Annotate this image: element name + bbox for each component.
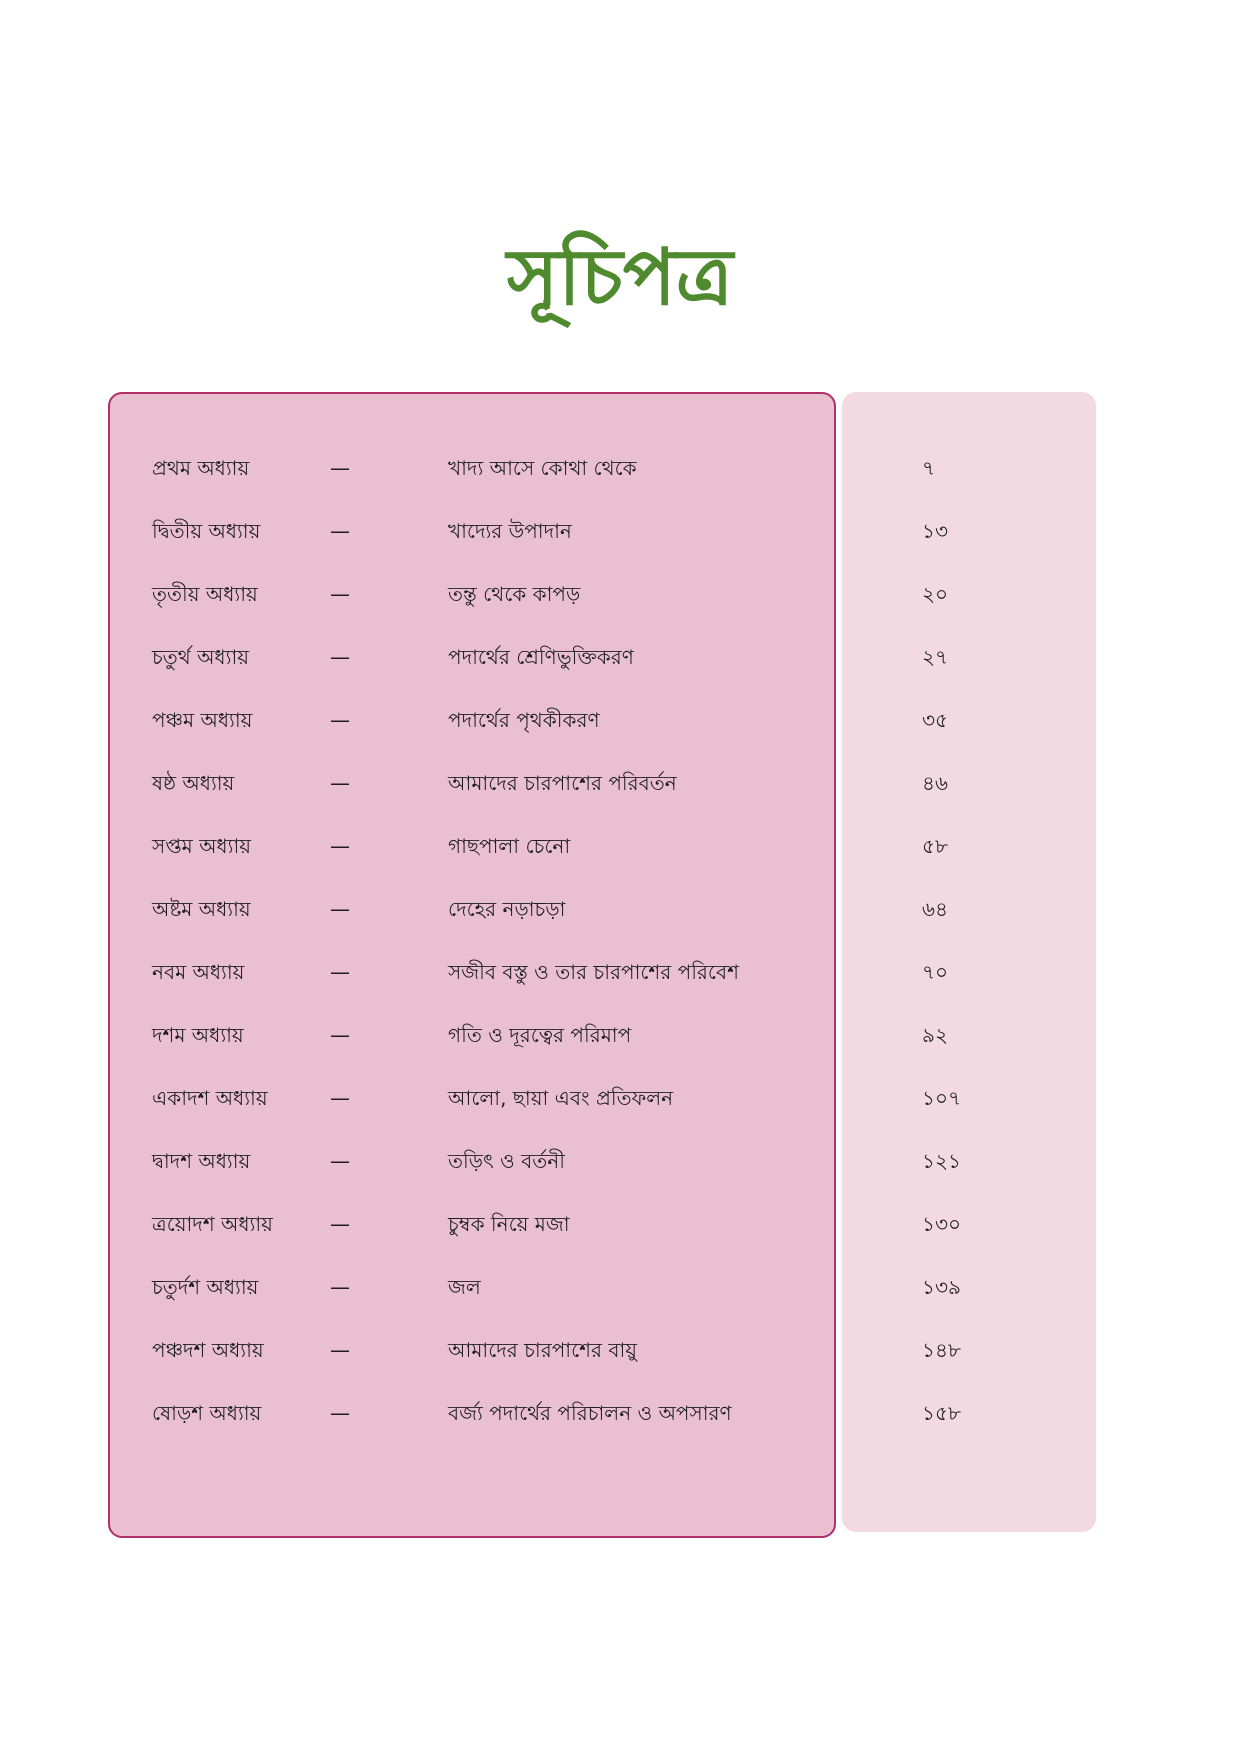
- page-number: ৩৫: [922, 708, 948, 732]
- chapter-label: পঞ্চম অধ্যায়: [152, 708, 253, 732]
- chapter-label: পঞ্চদশ অধ্যায়: [152, 1338, 264, 1362]
- chapter-label: তৃতীয় অধ্যায়: [152, 582, 258, 606]
- separator-dash: —: [330, 771, 350, 795]
- contents-row[interactable]: [0, 1204, 1240, 1244]
- contents-row[interactable]: [0, 637, 1240, 677]
- chapter-topic: আমাদের চারপাশের পরিবর্তন: [448, 771, 677, 795]
- contents-row[interactable]: [0, 1267, 1240, 1307]
- page-number: ৫৮: [922, 834, 948, 858]
- chapter-topic: খাদ্য আসে কোথা থেকে: [448, 456, 637, 480]
- contents-row[interactable]: [0, 574, 1240, 614]
- chapter-topic: আমাদের চারপাশের বায়ু: [448, 1338, 638, 1362]
- contents-row[interactable]: [0, 700, 1240, 740]
- contents-row[interactable]: [0, 763, 1240, 803]
- separator-dash: —: [330, 1086, 350, 1110]
- chapter-topic: দেহের নড়াচড়া: [448, 897, 566, 921]
- chapter-label: সপ্তম অধ্যায়: [152, 834, 252, 858]
- separator-dash: —: [330, 1275, 350, 1299]
- page-number: ১৩: [922, 519, 948, 543]
- contents-row[interactable]: [0, 952, 1240, 992]
- chapter-label: দ্বিতীয় অধ্যায়: [152, 519, 261, 543]
- separator-dash: —: [330, 708, 350, 732]
- contents-row[interactable]: [0, 826, 1240, 866]
- page-number: ৭: [922, 456, 936, 480]
- separator-dash: —: [330, 960, 350, 984]
- chapter-label: অষ্টম অধ্যায়: [152, 897, 251, 921]
- page-number: ১৩০: [922, 1212, 961, 1236]
- chapter-topic: আলো, ছায়া এবং প্রতিফলন: [448, 1086, 674, 1110]
- page-number: ৯২: [922, 1023, 948, 1047]
- chapter-label: দশম অধ্যায়: [152, 1023, 244, 1047]
- chapter-topic: পদার্থের পৃথকীকরণ: [448, 708, 600, 732]
- page-number: ১৪৮: [922, 1338, 961, 1362]
- chapter-topic: জল: [448, 1275, 481, 1299]
- separator-dash: —: [330, 1338, 350, 1362]
- chapter-label: ষোড়শ অধ্যায়: [152, 1401, 262, 1425]
- separator-dash: —: [330, 834, 350, 858]
- contents-row[interactable]: [0, 448, 1240, 488]
- separator-dash: —: [330, 1212, 350, 1236]
- contents-row[interactable]: [0, 1015, 1240, 1055]
- page-number: ২০: [922, 582, 949, 606]
- page-number: ২৭: [922, 645, 949, 669]
- contents-row[interactable]: [0, 1330, 1240, 1370]
- chapter-topic: চুম্বক নিয়ে মজা: [448, 1212, 570, 1236]
- contents-row[interactable]: [0, 1078, 1240, 1118]
- contents-row[interactable]: [0, 1141, 1240, 1181]
- chapter-topic: তড়িৎ ও বর্তনী: [448, 1149, 565, 1173]
- separator-dash: —: [330, 1401, 350, 1425]
- separator-dash: —: [330, 456, 350, 480]
- page-number: ১৩৯: [922, 1275, 961, 1299]
- chapter-label: ষষ্ঠ অধ্যায়: [152, 771, 235, 795]
- page-number: ৬৪: [922, 897, 948, 921]
- chapter-label: ত্রয়োদশ অধ্যায়: [152, 1212, 273, 1236]
- chapter-label: নবম অধ্যায়: [152, 960, 245, 984]
- chapter-label: চতুর্থ অধ্যায়: [152, 645, 250, 669]
- page-number: ৭০: [922, 960, 949, 984]
- contents-row[interactable]: [0, 511, 1240, 551]
- chapter-label: প্রথম অধ্যায়: [152, 456, 250, 480]
- page-number: ৪৬: [922, 771, 948, 795]
- contents-row[interactable]: [0, 1393, 1240, 1433]
- chapter-label: চতুর্দশ অধ্যায়: [152, 1275, 259, 1299]
- chapter-topic: খাদ্যের উপাদান: [448, 519, 572, 543]
- chapter-label: দ্বাদশ অধ্যায়: [152, 1149, 251, 1173]
- page-number: ১০৭: [922, 1086, 961, 1110]
- page-number: ১৫৮: [922, 1401, 961, 1425]
- chapter-topic: পদার্থের শ্রেণিভুক্তিকরণ: [448, 645, 634, 669]
- contents-row[interactable]: [0, 889, 1240, 929]
- chapter-topic: তন্তু থেকে কাপড়: [448, 582, 581, 606]
- separator-dash: —: [330, 582, 350, 606]
- chapter-topic: গাছপালা চেনো: [448, 834, 571, 858]
- chapter-topic: সজীব বস্তু ও তার চারপাশের পরিবেশ: [448, 960, 739, 984]
- separator-dash: —: [330, 645, 350, 669]
- page-title: সূচিপত্র: [506, 232, 734, 323]
- chapter-label: একাদশ অধ্যায়: [152, 1086, 268, 1110]
- separator-dash: —: [330, 1023, 350, 1047]
- separator-dash: —: [330, 1149, 350, 1173]
- chapter-topic: বর্জ্য পদার্থের পরিচালন ও অপসারণ: [448, 1401, 732, 1425]
- page-number: ১২১: [922, 1149, 961, 1173]
- chapter-topic: গতি ও দূরত্বের পরিমাপ: [448, 1023, 632, 1047]
- separator-dash: —: [330, 519, 350, 543]
- separator-dash: —: [330, 897, 350, 921]
